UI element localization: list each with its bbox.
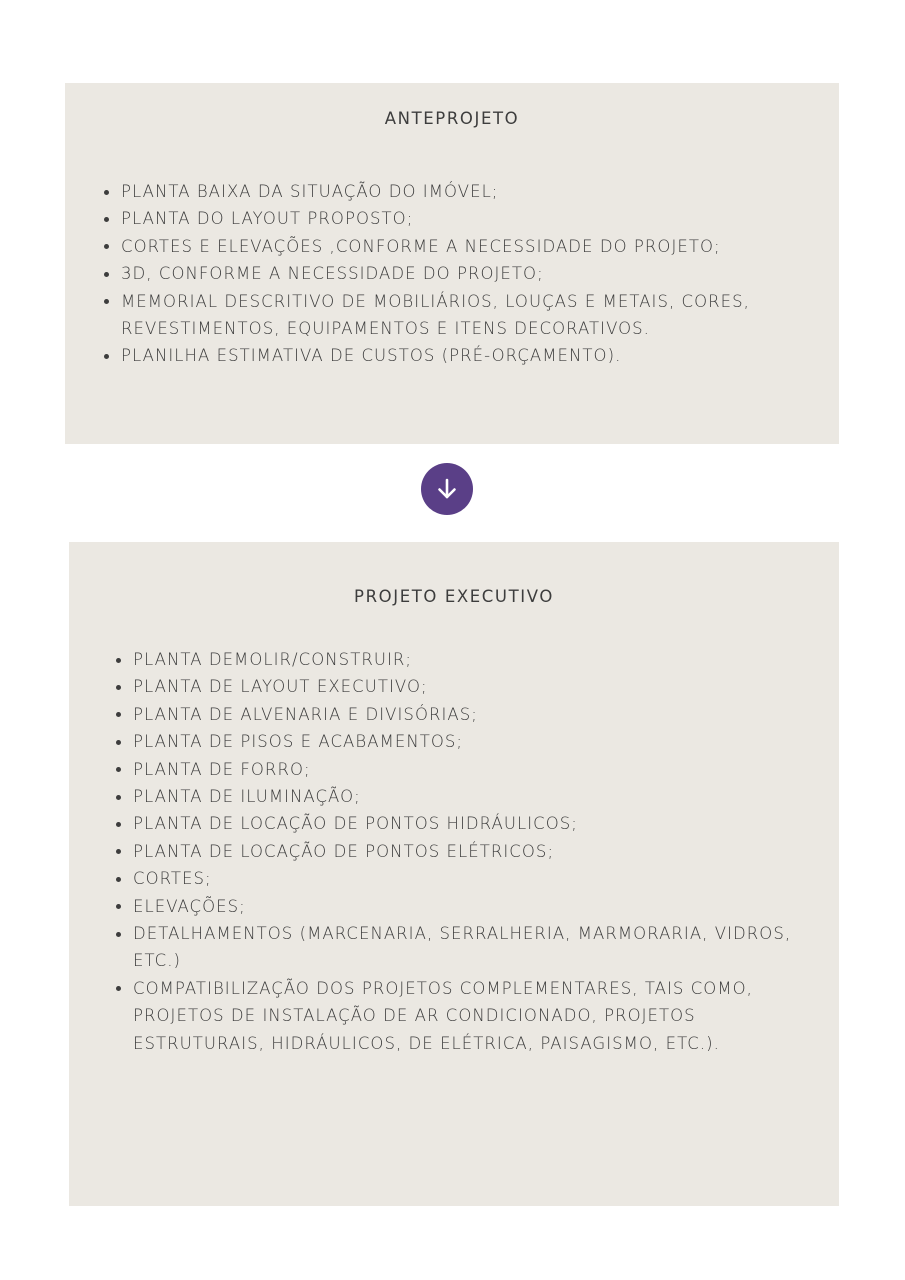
list-item: DETALHAMENTOS (MARCENARIA, SERRALHERIA, MARMORARIA, VIDROS, ETC.) [133,920,813,975]
list-item: PLANTA DE ILUMINAÇÃO; [133,783,813,810]
projeto-executivo-list [133,646,813,1057]
list-item: PLANTA BAIXA DA SITUAÇÃO DO IMÓVEL; [121,178,821,205]
list-item: PLANILHA ESTIMATIVA DE CUSTOS (PRÉ-ORÇAMENTO). [121,342,821,369]
list-item: CORTES; [133,865,813,892]
list-item: MEMORIAL DESCRITIVO DE MOBILIÁRIOS, LOUÇAS E METAIS, CORES, REVESTIMENTOS, EQUIPAMENTOS E ITENS DECORATIVOS. [121,288,821,343]
anteprojeto-title: ANTEPROJETO [384,109,520,128]
arrow-down-button [421,463,473,515]
list-item: 3D, CONFORME A NECESSIDADE DO PROJETO; [121,260,821,287]
list-item: PLANTA DO LAYOUT PROPOSTO; [121,205,821,232]
list-item: PLANTA DE LOCAÇÃO DE PONTOS ELÉTRICOS; [133,838,813,865]
projeto-executivo-title: PROJETO EXECUTIVO [354,587,554,606]
list-item: CORTES E ELEVAÇÕES ,CONFORME A NECESSIDADE DO PROJETO; [121,233,821,260]
list-item: PLANTA DE LAYOUT EXECUTIVO; [133,673,813,700]
list-item: COMPATIBILIZAÇÃO DOS PROJETOS COMPLEMENTARES, TAIS COMO, PROJETOS DE INSTALAÇÃO DE AR CONDICIONADO, PROJETOS ESTRUTURAIS, HIDRÁULICOS, DE ELÉTRICA, PAISAGISMO, ETC.). [133,975,813,1057]
list-item: PLANTA DE LOCAÇÃO DE PONTOS HIDRÁULICOS; [133,810,813,837]
anteprojeto-list [121,178,821,370]
anteprojeto-panel [65,83,839,444]
projeto-executivo-panel [69,542,839,1206]
list-item: PLANTA DE FORRO; [133,756,813,783]
arrow-down-icon [433,475,461,503]
list-item: PLANTA DE ALVENARIA E DIVISÓRIAS; [133,701,813,728]
list-item: PLANTA DEMOLIR/CONSTRUIR; [133,646,813,673]
list-item: ELEVAÇÕES; [133,893,813,920]
list-item: PLANTA DE PISOS E ACABAMENTOS; [133,728,813,755]
